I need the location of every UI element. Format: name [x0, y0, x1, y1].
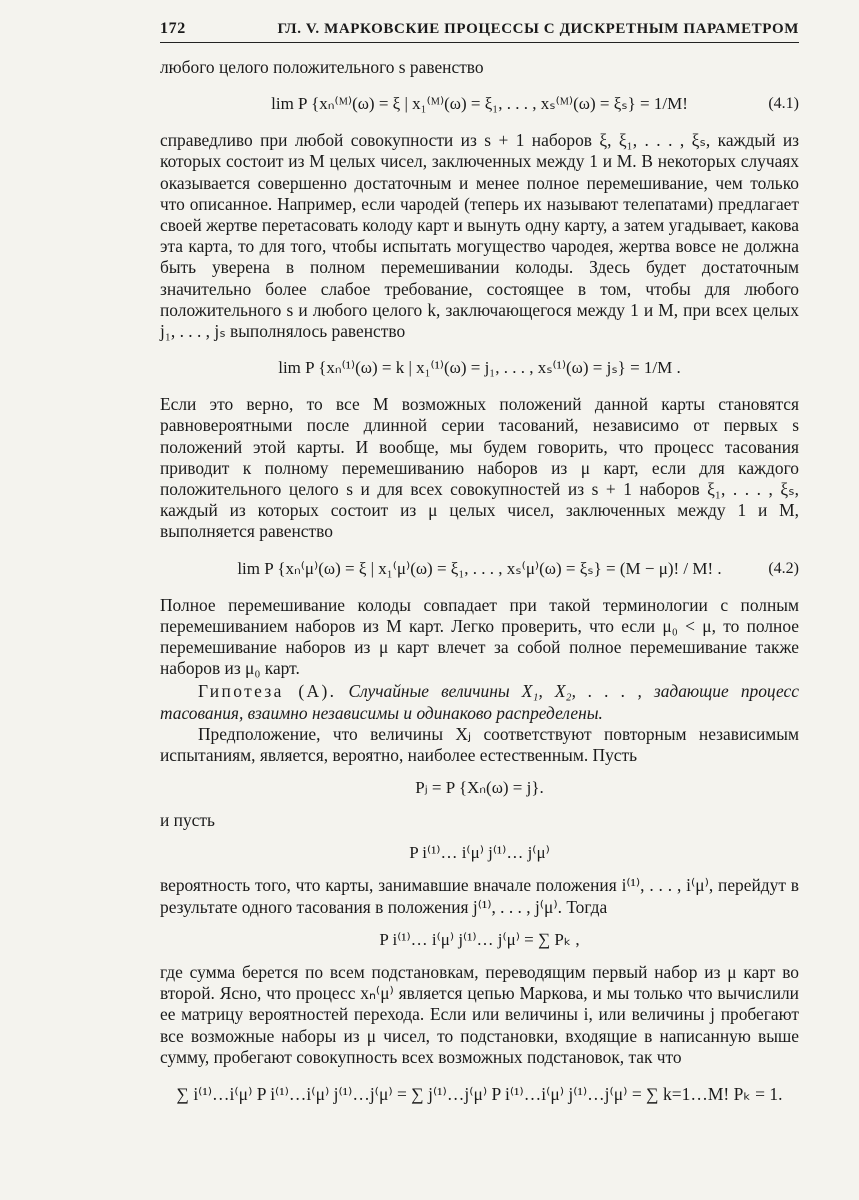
equation-pj: [160, 778, 799, 798]
equation-pij-body: P i⁽¹⁾… i⁽μ⁾ j⁽¹⁾… j⁽μ⁾: [409, 843, 550, 863]
equation-final: [160, 1084, 799, 1105]
equation-pj-body: Pⱼ = P {Xₙ(ω) = j}.: [415, 778, 544, 798]
equation-sum: [160, 930, 799, 950]
paragraph-4: Полное перемешивание колоды совпадает при такой терминологии с полным перемешиванием наборов из M карт. Легко проверить, что если μ₀ < μ, то полное перемешивание наборов из μ карт влечет за собой полное перемешивание также наборов из μ₀ карт.: [160, 594, 799, 679]
equation-sum-body: P i⁽¹⁾… i⁽μ⁾ j⁽¹⁾… j⁽μ⁾ = ∑ Pₖ ,: [379, 929, 580, 949]
equation-4-2-body: lim P {xₙ⁽μ⁾(ω) = ξ | x₁⁽μ⁾(ω) = ξ₁, . . . , xₛ⁽μ⁾(ω) = ξₛ} = (M − μ)! / M! .: [237, 558, 722, 578]
paragraph-3: Если это верно, то все M возможных положений данной карты становятся равновероятными после длинной серии тасований, независимо от первых s положений этой карты. И вообще, мы будем говорить, что процесс тасования приводит к полному перемешиванию наборов из μ карт, если для каждого положительного целого s и для всех совокупностей из s + 1 наборов ξ₁, . . . , ξₛ, каждый из которых состоит из μ целых чисел, заключенных между 1 и M, выполняется равенство: [160, 394, 799, 542]
paragraph-1: любого целого положительного s равенство: [160, 57, 484, 77]
equation-pij: [160, 843, 799, 863]
equation-4-1-body: lim P {xₙ⁽ᴹ⁾(ω) = ξ | x₁⁽ᴹ⁾(ω) = ξ₁, . . . , xₛ⁽ᴹ⁾(ω) = ξₛ} = 1/M!: [271, 94, 688, 114]
running-title: ГЛ. V. МАРКОВСКИЕ ПРОЦЕССЫ С ДИСКРЕТНЫМ ПАРАМЕТРОМ: [277, 21, 799, 37]
equation-k-body: lim P {xₙ⁽¹⁾(ω) = k | x₁⁽¹⁾(ω) = j₁, . . . , xₛ⁽¹⁾(ω) = jₛ} = 1/M .: [278, 358, 681, 378]
equation-4-2-number: (4.2): [768, 559, 799, 577]
page-number: 172: [160, 20, 186, 37]
hypothesis-text: Случайные величины X₁, X₂, . . . , задающие процесс тасования, взаимно независимы и одинаково распределены.: [160, 681, 799, 723]
hypothesis-label: Гипотеза (А).: [198, 681, 337, 702]
equation-final-body: ∑ i⁽¹⁾…i⁽μ⁾ P i⁽¹⁾…i⁽μ⁾ j⁽¹⁾…j⁽μ⁾ = ∑ j⁽¹⁾…j⁽μ⁾ P i⁽¹⁾…i⁽μ⁾ j⁽¹⁾…j⁽μ⁾ = ∑ k=1…M! Pₖ = 1.: [176, 1083, 783, 1104]
paragraph-8: где сумма берется по всем подстановкам, переводящим первый набор из μ карт во второй. Ясно, что процесс xₙ⁽μ⁾ является цепью Маркова, и мы только что вычислили ее матрицу вероятностей перехода. Если или величины i, или величины j пробегают все возможные наборы из μ чисел, то подстановки, входящие в написанную выше сумму, пробегают совокупность всех возможных подстановок, так что: [160, 961, 799, 1067]
equation-k: [160, 358, 799, 378]
hypothesis: [160, 681, 799, 723]
paragraph-5: Предположение, что величины Xⱼ соответствуют повторным независимым испытаниям, является, вероятно, наиболее естественным. Пусть: [160, 723, 799, 766]
paragraph-7: вероятность того, что карты, занимавшие вначале положения i⁽¹⁾, . . . , i⁽μ⁾, перейдут в результате одного тасования в положения j⁽¹⁾, . . . , j⁽μ⁾. Тогда: [160, 875, 799, 917]
paragraph-6: и пусть: [160, 810, 215, 831]
equation-4-1: [160, 94, 799, 114]
equation-4-1-number: (4.1): [768, 95, 799, 113]
page-header: [160, 20, 799, 43]
equation-4-2: [160, 559, 799, 579]
paragraph-2: справедливо при любой совокупности из s + 1 наборов ξ, ξ₁, . . . , ξₛ, каждый из которых состоит из M целых чисел, заключенных между 1 и M. В некоторых случаях оказывается совершенно достаточным и менее полное перемешивание, чем только что описанное. Например, если чародей (теперь их называют телепатами) предлагает своей жертве перетасовать колоду карт и вынуть одну карту, а затем угадывает, какова эта карта, то для того, чтобы испытать могущество чародея, жертва вовсе не должна быть уверена в полном перемешивании колоды. Здесь будет достаточным значительно более слабое требование, состоящее в том, чтобы для любого положительного s и любого целого k, заключающегося между 1 и M, при всех целых j₁, . . . , jₛ выполнялось равенство: [160, 130, 799, 342]
